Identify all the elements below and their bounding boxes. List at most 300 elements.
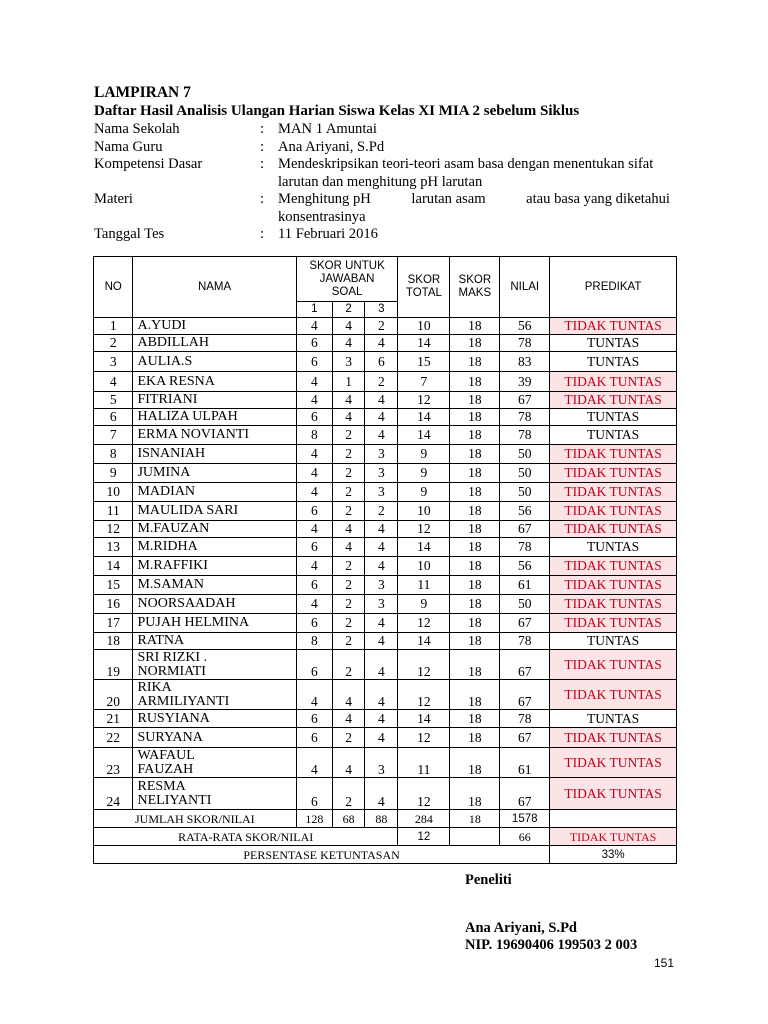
cell-skor-soal-2: 2 [333, 502, 365, 521]
cell-nilai: 78 [500, 538, 550, 557]
cell-skor-soal-3: 3 [365, 483, 398, 502]
cell-nama: PUJAH HELMINA [133, 614, 296, 633]
peneliti-label: Peneliti [465, 872, 512, 888]
cell-skor-maks: 18 [450, 557, 500, 576]
cell-skor-soal-1: 4 [296, 748, 332, 778]
cell-skor-soal-3: 4 [365, 409, 398, 426]
cell-no: 18 [94, 633, 133, 650]
cell-skor-soal-1: 6 [296, 614, 332, 633]
header-skor-maks [450, 257, 500, 318]
cell-no: 1 [94, 318, 133, 335]
cell-predikat: TIDAK TUNTAS [550, 728, 677, 748]
info-row-kompetensi [94, 156, 694, 191]
cell-predikat: TIDAK TUNTAS [550, 650, 677, 680]
cell-skor-soal-3: 4 [365, 633, 398, 650]
cell-skor-soal-1: 6 [296, 650, 332, 680]
persentase-label: PERSENTASE KETUNTASAN [94, 846, 550, 864]
cell-skor-soal-3: 4 [365, 392, 398, 409]
cell-nilai: 61 [500, 576, 550, 595]
table-footer [94, 810, 677, 864]
table-row [94, 445, 677, 464]
cell-skor-total: 15 [398, 352, 450, 372]
cell-skor-soal-3: 4 [365, 710, 398, 728]
cell-skor-soal-3: 4 [365, 426, 398, 445]
cell-skor-maks: 18 [450, 483, 500, 502]
info-colon: : [260, 156, 265, 172]
info-value [278, 191, 694, 226]
cell-predikat: TIDAK TUNTAS [550, 464, 677, 483]
cell-skor-total: 14 [398, 633, 450, 650]
cell-skor-soal-3: 3 [365, 464, 398, 483]
cell-skor-soal-3: 3 [365, 445, 398, 464]
page-number: 151 [654, 956, 675, 970]
cell-skor-soal-1: 6 [296, 352, 332, 372]
table-row [94, 392, 677, 409]
cell-skor-soal-3: 4 [365, 728, 398, 748]
table-row [94, 728, 677, 748]
info-colon: : [260, 191, 265, 207]
cell-no: 12 [94, 521, 133, 538]
info-row-guru [94, 139, 694, 157]
header-text: SOAL [331, 285, 363, 298]
signer-nip: NIP. 19690406 199503 2 003 [465, 937, 638, 953]
results-table [93, 256, 677, 864]
cell-nilai: 67 [500, 521, 550, 538]
table-row [94, 710, 677, 728]
table-row [94, 680, 677, 710]
cell-skor-soal-3: 2 [365, 318, 398, 335]
cell-skor-soal-2: 4 [333, 538, 365, 557]
info-value: Ana Ariyani, S.Pd [278, 138, 385, 155]
signer-name: Ana Ariyani, S.Pd [465, 920, 577, 936]
cell-skor-soal-1: 4 [296, 483, 332, 502]
cell-predikat: TIDAK TUNTAS [550, 680, 677, 710]
cell-predikat: TIDAK TUNTAS [550, 483, 677, 502]
rata-total: 12 [398, 828, 450, 846]
cell-skor-maks: 18 [450, 464, 500, 483]
cell-skor-total: 11 [398, 576, 450, 595]
table-row [94, 614, 677, 633]
cell-nama: AULIA.S [133, 352, 296, 372]
cell-no: 16 [94, 595, 133, 614]
cell-nilai: 67 [500, 392, 550, 409]
cell-skor-total: 12 [398, 521, 450, 538]
cell-nilai: 78 [500, 335, 550, 352]
cell-skor-maks: 18 [450, 521, 500, 538]
cell-skor-total: 14 [398, 409, 450, 426]
cell-skor-soal-1: 6 [296, 409, 332, 426]
cell-nama: M.FAUZAN [133, 521, 296, 538]
cell-skor-maks: 18 [450, 318, 500, 335]
cell-skor-soal-1: 4 [296, 595, 332, 614]
info-value: 11 Februari 2016 [278, 226, 378, 242]
cell-skor-soal-1: 6 [296, 576, 332, 595]
cell-predikat: TUNTAS [550, 426, 677, 445]
cell-predikat: TIDAK TUNTAS [550, 778, 677, 810]
cell-nilai: 67 [500, 728, 550, 748]
info-label: Nama Sekolah [94, 121, 180, 137]
cell-skor-soal-3: 2 [365, 502, 398, 521]
cell-skor-soal-2: 2 [333, 650, 365, 680]
table-row [94, 502, 677, 521]
cell-skor-soal-3: 3 [365, 576, 398, 595]
cell-skor-soal-3: 4 [365, 650, 398, 680]
cell-nilai: 78 [500, 710, 550, 728]
cell-skor-soal-2: 2 [333, 614, 365, 633]
cell-nilai: 61 [500, 748, 550, 778]
cell-skor-soal-3: 4 [365, 521, 398, 538]
cell-skor-maks: 18 [450, 335, 500, 352]
info-row-materi [94, 191, 694, 226]
jumlah-s2: 68 [333, 810, 365, 828]
cell-skor-soal-2: 2 [333, 483, 365, 502]
cell-skor-total: 11 [398, 748, 450, 778]
cell-no: 2 [94, 335, 133, 352]
cell-no: 19 [94, 650, 133, 680]
jumlah-s3: 88 [365, 810, 398, 828]
cell-predikat: TUNTAS [550, 538, 677, 557]
cell-skor-soal-1: 6 [296, 778, 332, 810]
info-row-sekolah [94, 121, 694, 139]
materi-word: atau basa yang diketahui [526, 191, 670, 207]
cell-skor-total: 12 [398, 778, 450, 810]
cell-nama: EKA RESNA [133, 372, 296, 392]
nama-line-1: RIKA [137, 679, 172, 695]
table-row [94, 372, 677, 392]
header-text: SKOR [407, 274, 441, 286]
cell-skor-soal-3: 3 [365, 595, 398, 614]
cell-no: 23 [94, 748, 133, 778]
cell-skor-soal-2: 4 [333, 409, 365, 426]
cell-nilai: 50 [500, 445, 550, 464]
cell-skor-soal-1: 4 [296, 557, 332, 576]
table-row [94, 483, 677, 502]
table-row [94, 595, 677, 614]
cell-skor-soal-1: 4 [296, 680, 332, 710]
cell-skor-total: 14 [398, 710, 450, 728]
cell-nama: ERMA NOVIANTI [133, 426, 296, 445]
cell-nilai: 78 [500, 633, 550, 650]
cell-predikat: TUNTAS [550, 409, 677, 426]
kompetensi-line-1: Mendeskripsikan teori-teori asam basa dengan menentukan sifat [278, 156, 654, 172]
cell-skor-maks: 18 [450, 392, 500, 409]
cell-skor-total: 9 [398, 464, 450, 483]
cell-predikat: TIDAK TUNTAS [550, 445, 677, 464]
cell-no: 8 [94, 445, 133, 464]
cell-skor-soal-1: 8 [296, 633, 332, 650]
cell-predikat: TIDAK TUNTAS [550, 576, 677, 595]
rata-maks-empty [450, 828, 500, 846]
cell-skor-soal-3: 4 [365, 614, 398, 633]
cell-predikat: TIDAK TUNTAS [550, 318, 677, 335]
cell-skor-soal-3: 4 [365, 335, 398, 352]
nama-line-2: ARMILIYANTI [137, 693, 230, 709]
info-label: Materi [94, 191, 133, 207]
nama-line-1: SRI RIZKI . [137, 649, 208, 665]
header-text: SKOR [458, 274, 492, 286]
table-row [94, 778, 677, 810]
cell-nilai: 50 [500, 464, 550, 483]
info-colon: : [260, 121, 265, 137]
cell-skor-maks: 18 [450, 710, 500, 728]
cell-skor-total: 10 [398, 557, 450, 576]
jumlah-row [94, 810, 677, 828]
cell-nama: FITRIANI [133, 392, 296, 409]
header-text: MAKS [458, 287, 492, 299]
cell-nama [133, 778, 296, 810]
header-soal-2: 2 [333, 302, 365, 318]
cell-predikat: TUNTAS [550, 633, 677, 650]
cell-no: 7 [94, 426, 133, 445]
cell-nilai: 83 [500, 352, 550, 372]
cell-skor-soal-2: 2 [333, 464, 365, 483]
cell-skor-soal-1: 4 [296, 464, 332, 483]
cell-no: 11 [94, 502, 133, 521]
rata-nilai: 66 [500, 828, 550, 846]
cell-skor-maks: 18 [450, 372, 500, 392]
header-skor-total [398, 257, 450, 318]
cell-skor-soal-1: 4 [296, 372, 332, 392]
cell-no: 24 [94, 778, 133, 810]
lampiran-heading: LAMPIRAN 7 [94, 84, 191, 101]
table-row [94, 650, 677, 680]
cell-skor-soal-3: 4 [365, 778, 398, 810]
rata-row [94, 828, 677, 846]
cell-nilai: 67 [500, 778, 550, 810]
table-header [94, 257, 677, 318]
cell-skor-total: 14 [398, 335, 450, 352]
cell-skor-soal-2: 2 [333, 595, 365, 614]
table-body [94, 318, 677, 810]
cell-skor-soal-2: 2 [333, 557, 365, 576]
jumlah-s1: 128 [296, 810, 332, 828]
cell-skor-maks: 18 [450, 778, 500, 810]
cell-nilai: 56 [500, 318, 550, 335]
table-row [94, 335, 677, 352]
cell-nama: M.RAFFIKI [133, 557, 296, 576]
cell-nama: ISNANIAH [133, 445, 296, 464]
rata-predikat: TIDAK TUNTAS [550, 828, 677, 846]
cell-nama: M.SAMAN [133, 576, 296, 595]
cell-skor-maks: 18 [450, 633, 500, 650]
cell-skor-soal-2: 1 [333, 372, 365, 392]
table-row [94, 464, 677, 483]
cell-nilai: 78 [500, 426, 550, 445]
cell-skor-soal-1: 4 [296, 521, 332, 538]
cell-predikat: TIDAK TUNTAS [550, 614, 677, 633]
cell-skor-soal-1: 8 [296, 426, 332, 445]
cell-skor-soal-1: 6 [296, 335, 332, 352]
header-nilai: NILAI [500, 257, 550, 318]
cell-nilai: 56 [500, 502, 550, 521]
cell-predikat: TIDAK TUNTAS [550, 748, 677, 778]
cell-skor-soal-3: 4 [365, 538, 398, 557]
table-row [94, 633, 677, 650]
cell-predikat: TIDAK TUNTAS [550, 521, 677, 538]
cell-skor-total: 10 [398, 502, 450, 521]
cell-skor-maks: 18 [450, 728, 500, 748]
table-row [94, 538, 677, 557]
cell-skor-total: 10 [398, 318, 450, 335]
info-colon: : [260, 138, 265, 155]
jumlah-nilai: 1578 [500, 810, 550, 828]
cell-nama [133, 748, 296, 778]
cell-nilai: 56 [500, 557, 550, 576]
cell-skor-soal-3: 2 [365, 372, 398, 392]
cell-no: 17 [94, 614, 133, 633]
cell-nilai: 50 [500, 483, 550, 502]
table-row [94, 409, 677, 426]
materi-word: Menghitung pH [278, 191, 371, 207]
document-subtitle: Daftar Hasil Analisis Ulangan Harian Siswa Kelas XI MIA 2 sebelum Siklus [94, 103, 580, 119]
header-predikat: PREDIKAT [550, 257, 677, 318]
cell-skor-soal-2: 2 [333, 778, 365, 810]
cell-nama: SURYANA [133, 728, 296, 748]
cell-skor-maks: 18 [450, 748, 500, 778]
cell-skor-soal-2: 2 [333, 728, 365, 748]
cell-skor-maks: 18 [450, 426, 500, 445]
cell-skor-total: 14 [398, 426, 450, 445]
cell-predikat: TIDAK TUNTAS [550, 557, 677, 576]
cell-skor-total: 12 [398, 728, 450, 748]
jumlah-predikat-empty [550, 810, 677, 828]
cell-no: 22 [94, 728, 133, 748]
cell-nama: RUSYIANA [133, 710, 296, 728]
nama-line-1: RESMA [137, 778, 186, 794]
cell-no: 4 [94, 372, 133, 392]
header-text: JAWABAN [319, 272, 375, 285]
cell-nama: HALIZA ULPAH [133, 409, 296, 426]
cell-no: 21 [94, 710, 133, 728]
cell-nilai: 50 [500, 595, 550, 614]
cell-nilai: 67 [500, 614, 550, 633]
header-nama: NAMA [133, 257, 296, 318]
info-block [94, 121, 694, 244]
cell-nama: MAULIDA SARI [133, 502, 296, 521]
header-no: NO [94, 257, 133, 318]
cell-nama: A.YUDI [133, 318, 296, 335]
header-text: SKOR UNTUK [309, 259, 385, 272]
cell-nilai: 39 [500, 372, 550, 392]
cell-skor-soal-2: 2 [333, 633, 365, 650]
cell-skor-soal-1: 4 [296, 318, 332, 335]
cell-skor-maks: 18 [450, 614, 500, 633]
nama-line-1: WAFAUL [137, 747, 195, 763]
cell-skor-soal-3: 4 [365, 680, 398, 710]
cell-skor-maks: 18 [450, 445, 500, 464]
cell-skor-soal-2: 2 [333, 445, 365, 464]
info-label: Kompetensi Dasar [94, 156, 203, 172]
cell-predikat: TIDAK TUNTAS [550, 392, 677, 409]
cell-skor-soal-1: 4 [296, 392, 332, 409]
cell-nilai: 67 [500, 650, 550, 680]
cell-skor-maks: 18 [450, 409, 500, 426]
cell-skor-total: 12 [398, 650, 450, 680]
materi-line-2: konsentrasinya [278, 208, 366, 225]
cell-skor-soal-2: 4 [333, 710, 365, 728]
jumlah-maks: 18 [450, 810, 500, 828]
cell-nama: NOORSAADAH [133, 595, 296, 614]
table-row [94, 352, 677, 372]
cell-nama: MADIAN [133, 483, 296, 502]
cell-skor-maks: 18 [450, 502, 500, 521]
info-value: MAN 1 Amuntai [278, 121, 377, 137]
table-row [94, 748, 677, 778]
cell-no: 13 [94, 538, 133, 557]
cell-no: 20 [94, 680, 133, 710]
cell-skor-soal-3: 4 [365, 557, 398, 576]
cell-nama: M.RIDHA [133, 538, 296, 557]
cell-skor-soal-1: 4 [296, 445, 332, 464]
cell-predikat: TIDAK TUNTAS [550, 502, 677, 521]
cell-nama [133, 650, 296, 680]
cell-no: 9 [94, 464, 133, 483]
cell-skor-total: 9 [398, 483, 450, 502]
cell-nilai: 67 [500, 680, 550, 710]
persentase-value: 33% [550, 846, 677, 864]
nama-line-2: FAUZAH [137, 761, 194, 777]
info-label: Nama Guru [94, 138, 163, 155]
cell-skor-total: 7 [398, 372, 450, 392]
cell-skor-total: 9 [398, 445, 450, 464]
cell-nama: ABDILLAH [133, 335, 296, 352]
materi-line-1 [278, 191, 670, 209]
cell-no: 6 [94, 409, 133, 426]
cell-nama [133, 680, 296, 710]
cell-skor-total: 12 [398, 680, 450, 710]
kompetensi-line-2: larutan dan menghitung pH larutan [278, 173, 483, 190]
cell-no: 3 [94, 352, 133, 372]
cell-skor-maks: 18 [450, 538, 500, 557]
cell-no: 10 [94, 483, 133, 502]
header-soal-1: 1 [296, 302, 332, 318]
cell-skor-total: 12 [398, 392, 450, 409]
cell-skor-soal-1: 6 [296, 502, 332, 521]
cell-skor-soal-2: 2 [333, 576, 365, 595]
cell-predikat: TIDAK TUNTAS [550, 595, 677, 614]
table-row [94, 521, 677, 538]
cell-nama: JUMINA [133, 464, 296, 483]
cell-no: 5 [94, 392, 133, 409]
cell-skor-soal-2: 4 [333, 392, 365, 409]
cell-skor-soal-1: 6 [296, 538, 332, 557]
info-colon: : [260, 226, 265, 242]
cell-skor-soal-2: 2 [333, 426, 365, 445]
table-row [94, 557, 677, 576]
cell-skor-maks: 18 [450, 650, 500, 680]
info-row-tanggal [94, 226, 694, 244]
cell-predikat: TUNTAS [550, 335, 677, 352]
cell-nilai: 78 [500, 409, 550, 426]
cell-skor-maks: 18 [450, 595, 500, 614]
table-row [94, 426, 677, 445]
header-text: TOTAL [405, 287, 442, 299]
cell-nama: RATNA [133, 633, 296, 650]
rata-label: RATA-RATA SKOR/NILAI [94, 828, 398, 846]
nama-line-2: NELIYANTI [137, 792, 212, 808]
table-row [94, 576, 677, 595]
cell-skor-soal-2: 4 [333, 335, 365, 352]
cell-skor-maks: 18 [450, 576, 500, 595]
cell-skor-soal-2: 4 [333, 680, 365, 710]
cell-skor-soal-2: 3 [333, 352, 365, 372]
nama-line-2: NORMIATI [137, 663, 206, 679]
jumlah-label: JUMLAH SKOR/NILAI [94, 810, 297, 828]
cell-predikat: TIDAK TUNTAS [550, 372, 677, 392]
cell-skor-total: 12 [398, 614, 450, 633]
cell-skor-soal-3: 6 [365, 352, 398, 372]
cell-skor-soal-2: 4 [333, 318, 365, 335]
